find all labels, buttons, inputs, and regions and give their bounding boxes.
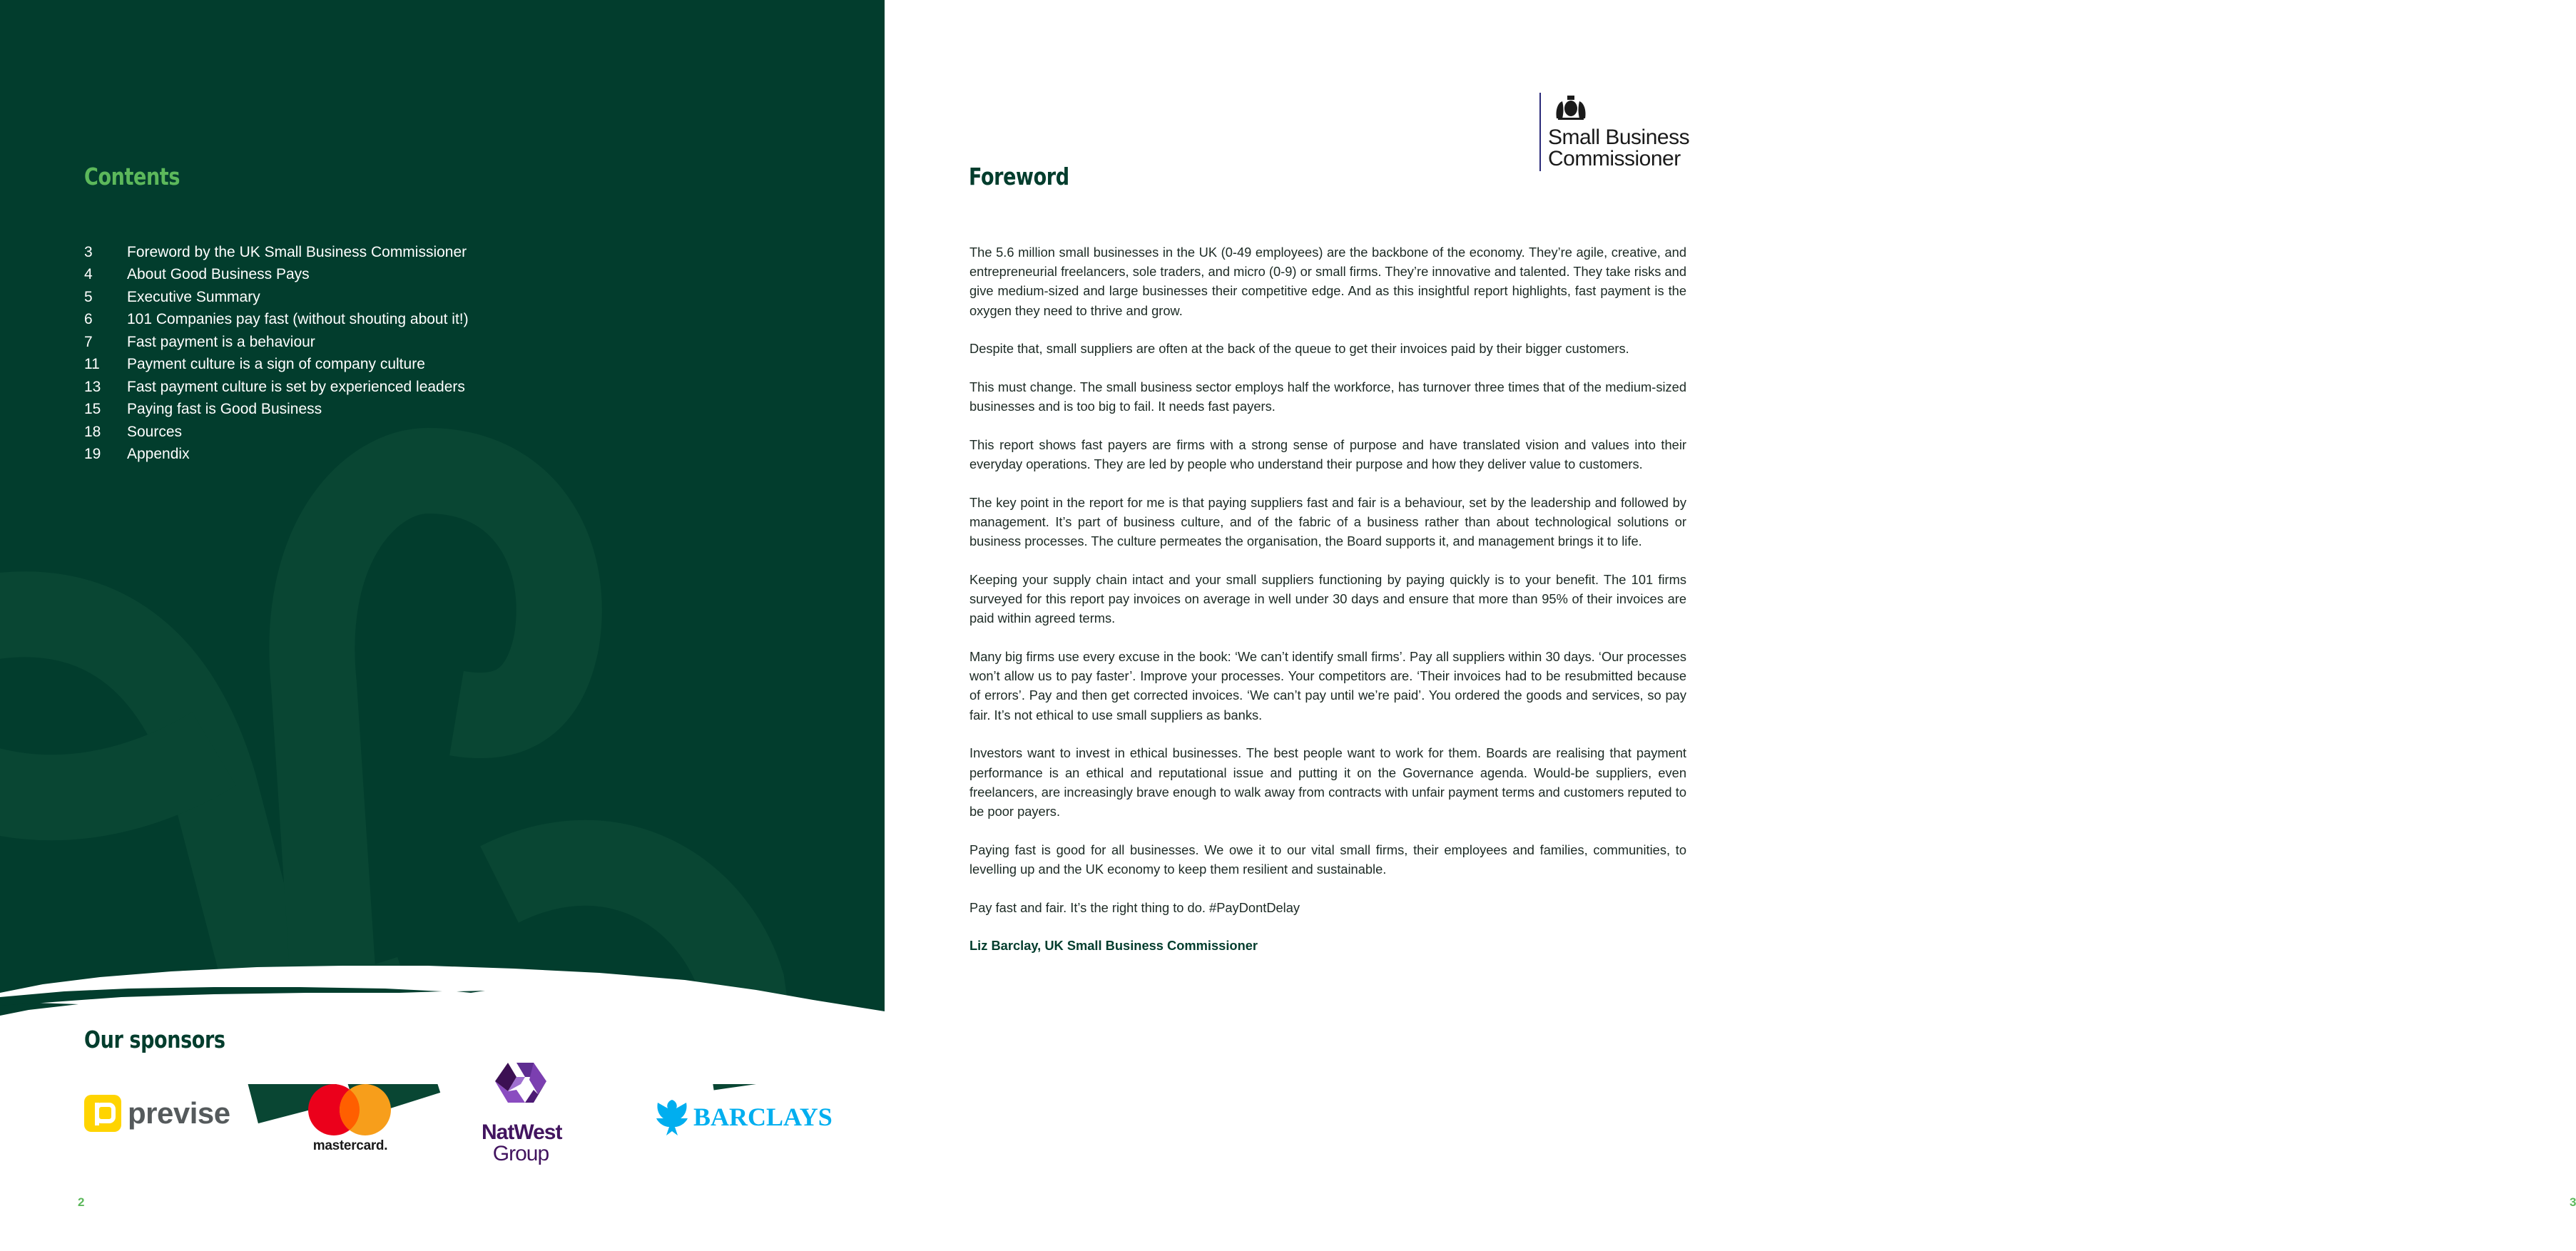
toc-title: 101 Companies pay fast (without shouting about it!): [127, 311, 469, 328]
toc-title: Paying fast is Good Business: [127, 401, 322, 418]
toc-title: Appendix: [127, 446, 190, 463]
toc-title: Foreword by the UK Small Business Commissioner: [127, 243, 467, 260]
foreword-paragraph: The 5.6 million small businesses in the UK (0-49 employees) are the backbone of the economy. They’re agile, creative, and entrepreneurial freelancers, sole traders, and micro (0-9) or small firms. They’re innovative and talented. They take risks and give medium-sized and large businesses their competitive edge. And as this insightful report highlights, fast payment is the oxygen they need to thrive and grow.: [969, 245, 1686, 318]
right-page: [885, 0, 2576, 1251]
toc-title: Executive Summary: [127, 288, 260, 305]
mastercard-circles-icon: [305, 1083, 395, 1137]
toc-page-number: 13: [84, 378, 101, 395]
mastercard-wordmark: mastercard.: [312, 1138, 388, 1153]
toc-title: Fast payment is a behaviour: [127, 333, 315, 350]
toc-item[interactable]: [84, 444, 584, 466]
foreword-signature: Liz Barclay, UK Small Business Commissioner: [969, 938, 1258, 954]
barclays-logo[interactable]: [653, 1097, 833, 1137]
logo-divider: [1539, 93, 1541, 171]
toc-item[interactable]: [84, 264, 584, 287]
foreword-paragraph: Pay fast and fair. It’s the right thing to do. #PayDontDelay: [969, 899, 1300, 915]
toc-item[interactable]: [84, 399, 584, 422]
toc-title: Fast payment culture is set by experienced leaders: [127, 378, 465, 395]
brush-stroke-divider: [0, 956, 885, 1084]
foreword-body: [969, 242, 1686, 955]
toc-page-number: 15: [84, 401, 101, 418]
toc-page-number: 18: [84, 423, 101, 440]
foreword-paragraph: The key point in the report for me is that paying suppliers fast and fair is a behaviour, set by the leadership and followed by management. It’s part of business culture, and of the fabric of a business rather than about technological solutions or business processes. The culture permeates the organisation, the Board supports it, and management brings it to life.: [969, 494, 1686, 549]
toc-title: Sources: [127, 423, 183, 440]
contents-panel: [0, 0, 885, 1070]
page-number: 2: [78, 1195, 85, 1209]
natwest-group-wordmark: Group: [492, 1142, 549, 1165]
toc-item[interactable]: [84, 331, 584, 354]
natwest-wordmark: NatWest: [482, 1120, 562, 1144]
foreword-paragraph: Despite that, small suppliers are often at the back of the queue to get their invoices paid by their bigger customers.: [969, 341, 1629, 357]
toc-item[interactable]: [84, 309, 584, 332]
toc-page-number: 11: [84, 356, 100, 373]
table-of-contents: [84, 241, 584, 466]
contents-title: Contents: [84, 163, 180, 190]
toc-title: About Good Business Pays: [127, 266, 310, 283]
foreword-paragraph: Many big firms use every excuse in the book: ‘We can’t identify small firms’. Pay all suppliers within 30 days. ‘Our processes won’t allow us to pay faster’. Improve your processes. Your competitors are. ‘Their invoices had to be resubmitted because of errors’. Pay and then get corrected invoices. ‘We can’t pay until we’re paid’. You ordered the goods and services, so pay fair. It’s not ethical to use small suppliers as banks.: [969, 649, 1686, 722]
toc-page-number: 4: [84, 266, 93, 283]
foreword-paragraph: Investors want to invest in ethical businesses. The best people want to work for them. Boards are realising that payment performance is an ethical and reputational issue and putting it on the Governance agenda. Would-be suppliers, even freelancers, are increasingly brave enough to walk away from contracts with unfair payment terms and customers reputed to be poor payers.: [969, 745, 1686, 819]
logo-text-line1: Small Business: [1548, 126, 1690, 149]
background-letterform-graphic: [0, 0, 885, 1070]
toc-page-number: 3: [84, 243, 93, 260]
natwest-cubes-icon: [487, 1061, 555, 1118]
barclays-eagle-icon: [653, 1097, 691, 1137]
previse-badge-icon: [84, 1095, 121, 1132]
page-number: 3: [2570, 1195, 2576, 1209]
royal-crest-icon: [1552, 93, 1589, 121]
toc-page-number: 19: [84, 446, 101, 463]
foreword-paragraph: Keeping your supply chain intact and your small suppliers functioning by paying quickly is to your benefit. The 101 firms surveyed for this report pay invoices on average in well under 30 days and ensure that more than 95% of their invoices are paid within agreed terms.: [969, 571, 1686, 626]
toc-page-number: 7: [84, 333, 93, 350]
toc-item[interactable]: [84, 286, 584, 309]
foreword-paragraph: Paying fast is good for all businesses. We owe it to our vital small firms, their employees and families, communities, to levelling up and the UK economy to keep them resilient and sustainable.: [969, 842, 1686, 877]
toc-item[interactable]: [84, 376, 584, 399]
toc-page-number: 6: [84, 311, 93, 328]
toc-page-number: 5: [84, 288, 93, 305]
sponsors-title: Our sponsors: [84, 1026, 225, 1053]
previse-wordmark: previse: [128, 1096, 230, 1130]
mastercard-logo[interactable]: [305, 1083, 395, 1154]
left-page: [0, 0, 885, 1251]
foreword-title: Foreword: [969, 163, 1069, 190]
previse-logo[interactable]: [84, 1095, 230, 1132]
natwest-group-logo[interactable]: [482, 1061, 560, 1165]
toc-item[interactable]: [84, 241, 584, 264]
foreword-paragraph: This report shows fast payers are firms with a strong sense of purpose and have translated vision and values into their everyday operations. They are led by people who understand their purpose and how they deliver value to customers.: [969, 436, 1686, 472]
logo-text-line2: Commissioner: [1548, 147, 1681, 170]
toc-item[interactable]: [84, 421, 584, 444]
toc-title: Payment culture is a sign of company culture: [127, 356, 425, 373]
small-business-commissioner-logo: [1539, 93, 1689, 171]
foreword-paragraph: This must change. The small business sector employs half the workforce, has turnover three times that of the medium-sized businesses and is too big to fail. It needs fast payers.: [969, 379, 1686, 414]
barclays-wordmark: BARCLAYS: [693, 1103, 833, 1131]
toc-item[interactable]: [84, 354, 584, 377]
